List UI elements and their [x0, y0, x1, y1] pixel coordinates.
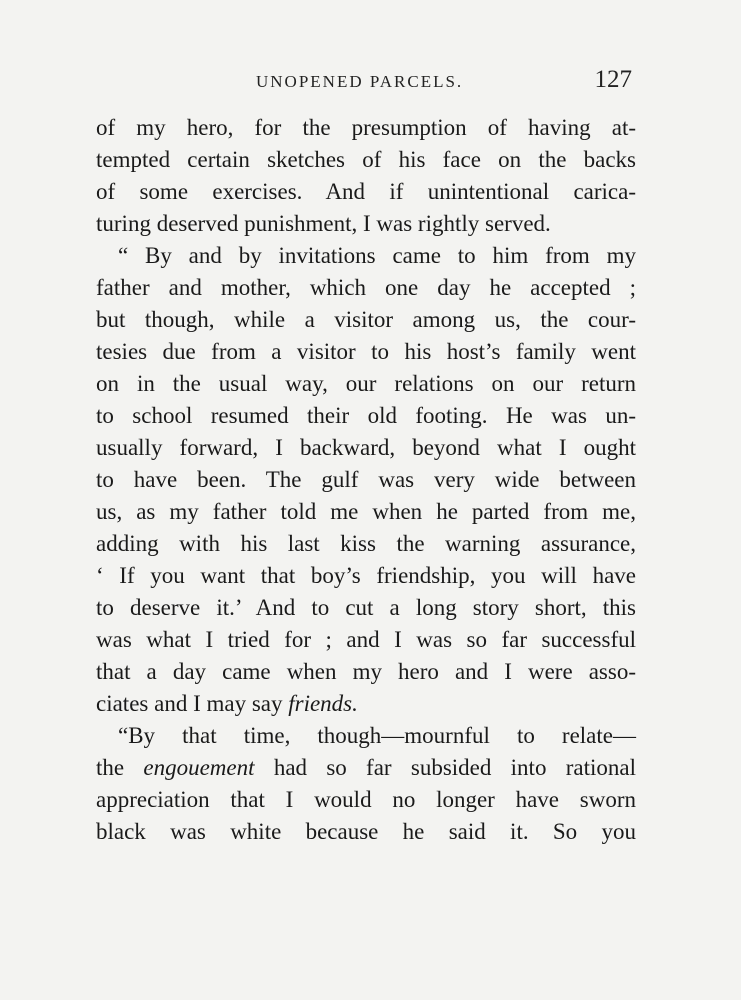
text-line: of some exercises. And if unintentional carica- [96, 179, 636, 204]
text-segment: ciates and I may say [96, 691, 289, 716]
text-line: father and mother, which one day he accepted ; [96, 275, 636, 300]
text-line: us, as my father told me when he parted from me, [96, 499, 636, 524]
text-line: appreciation that I would no longer have sworn [96, 787, 636, 812]
text-line: that a day came when my hero and I were asso- [96, 659, 636, 684]
text-line: adding with his last kiss the warning assurance, [96, 531, 636, 556]
text-line: turing deserved punishment, I was rightly served. [96, 211, 551, 236]
text-line [96, 752, 636, 784]
text-segment: the [96, 755, 144, 780]
text-line: ‘ If you want that boy’s friendship, you will have [96, 563, 636, 588]
text-line: tesies due from a visitor to his host’s family went [96, 339, 636, 364]
text-line: to school resumed their old footing. He was un- [96, 403, 636, 428]
text-line: tempted certain sketches of his face on the backs [96, 147, 636, 172]
text-line: “ By and by invitations came to him from my [118, 243, 636, 268]
text-line: was what I tried for ; and I was so far successful [96, 627, 636, 652]
text-line: but though, while a visitor among us, the cour- [96, 307, 636, 332]
body-text [96, 112, 636, 848]
italic-word: engouement [143, 755, 255, 780]
text-line: to deserve it.’ And to cut a long story short, this [96, 595, 636, 620]
text-line: on in the usual way, our relations on our return [96, 371, 636, 396]
italic-word: friends. [288, 691, 358, 716]
text-line: of my hero, for the presumption of having at- [96, 115, 636, 140]
text-line: usually forward, I backward, beyond what I ought [96, 435, 636, 460]
page-number: 127 [594, 66, 632, 93]
text-line: “By that time, though—mournful to relate— [118, 723, 636, 748]
text-line: to have been. The gulf was very wide between [96, 467, 636, 492]
text-line: black was white because he said it. So you [96, 819, 636, 844]
text-line [96, 688, 636, 720]
running-head [96, 66, 642, 96]
text-segment: had so far subsided into rational [254, 755, 636, 780]
running-head-title: UNOPENED PARCELS. [256, 72, 464, 91]
